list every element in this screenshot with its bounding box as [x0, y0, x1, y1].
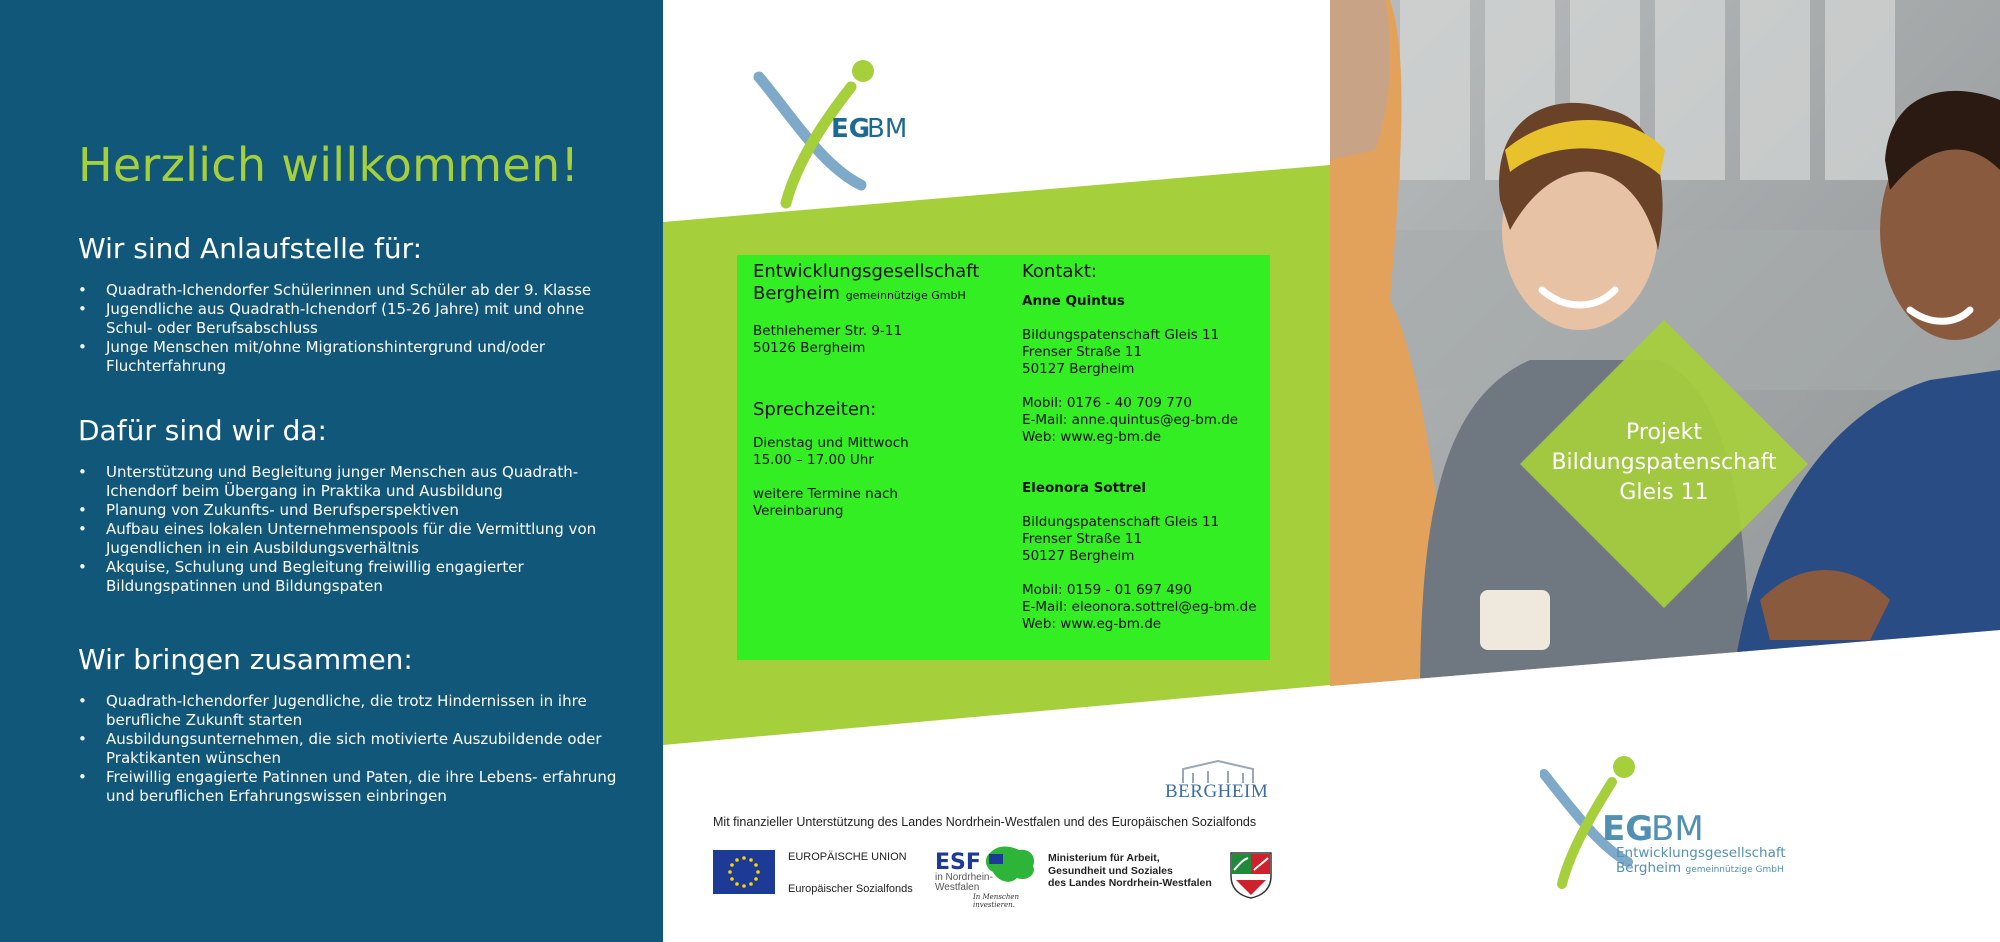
logo-text-bm: BM — [867, 114, 908, 144]
contact-org: Bildungspatenschaft Gleis 11 — [1022, 514, 1220, 530]
contact-street: Frenser Straße 11 — [1022, 531, 1143, 547]
right-panel — [1330, 0, 2000, 942]
funding-text: Mit finanzieller Unterstützung des Landes Nordrhein-Westfalen und des Europäischen Sozialfonds — [713, 815, 1257, 829]
contact-address — [1022, 327, 1262, 378]
contact-details — [1022, 395, 1262, 446]
contact-city: 50127 Bergheim — [1022, 361, 1135, 377]
org-name-line1: Entwicklungsgesellschaft — [753, 261, 980, 282]
org-name — [753, 261, 1003, 307]
list-item: • Ausbildungsunternehmen, die sich motivierte Auszubildende oder Praktikanten wünschen — [78, 730, 618, 768]
bergheim-logo-text: BERGHEIM — [1165, 781, 1269, 802]
contact-web[interactable]: Web: www.eg-bm.de — [1022, 616, 1162, 632]
contact-name: Anne Quintus — [1022, 293, 1125, 309]
eu-fund-text: Europäischer Sozialfonds — [788, 883, 913, 895]
eu-flag-icon — [713, 850, 775, 894]
more-line: weitere Termine nach — [753, 486, 898, 502]
esf-title: ESF — [935, 850, 981, 875]
logo-text-eg: EG — [1602, 809, 1654, 849]
list-item: • Aufbau eines lokalen Unternehmenspools für die Vermittlung von Jugendlichen in ein Ausbildungsverhältnis — [78, 520, 618, 558]
ministry-line: Ministerium für Arbeit, — [1048, 852, 1160, 864]
contact-mobile: Mobil: 0176 - 40 709 770 — [1022, 395, 1192, 411]
logo-org-suffix: gemeinnützige GmbH — [1685, 865, 1784, 875]
contact-mobile: Mobil: 0159 - 01 697 490 — [1022, 582, 1192, 598]
list-item: • Quadrath-Ichendorfer Schülerinnen und Schüler ab der 9. Klasse — [78, 281, 618, 300]
contact-details — [1022, 582, 1262, 633]
contact-heading: Kontakt: — [1022, 261, 1097, 282]
contact-info — [1022, 261, 1262, 633]
ministry-line: Gesundheit und Soziales — [1048, 864, 1173, 877]
org-address — [753, 323, 1003, 357]
middle-panel — [663, 0, 1330, 942]
ministry-line: des Landes Nordrhein-Westfalen — [1048, 877, 1212, 889]
bullet-list — [78, 281, 618, 376]
contact-email[interactable]: E-Mail: anne.quintus@eg-bm.de — [1022, 412, 1239, 428]
address-line: 50126 Bergheim — [753, 340, 866, 356]
hours-line: Dienstag und Mittwoch — [753, 435, 909, 451]
logo-org-line2: Bergheim — [1616, 860, 1682, 876]
section-heading: Wir sind Anlaufstelle für: — [78, 232, 423, 265]
egbm-logo-icon — [751, 55, 911, 215]
esf-sub-line: Westfalen — [935, 882, 980, 893]
more-line: Vereinbarung — [753, 503, 844, 519]
address-line: Bethlehemer Str. 9-11 — [753, 323, 903, 339]
esf-subtitle — [935, 873, 993, 893]
project-title — [1518, 418, 1810, 508]
hours-text — [753, 435, 1003, 469]
list-item: • Planung von Zukunfts- und Berufsperspektiven — [78, 501, 618, 520]
hours-line: 15.00 – 17.00 Uhr — [753, 452, 874, 468]
logo-org-name — [1616, 846, 1786, 878]
contact-city: 50127 Bergheim — [1022, 548, 1135, 564]
contact-web[interactable]: Web: www.eg-bm.de — [1022, 429, 1162, 445]
ministry-text — [1048, 852, 1212, 890]
list-item: • Junge Menschen mit/ohne Migrationshintergrund und/oder Fluchterfahrung — [78, 338, 618, 376]
project-title-line: Projekt — [1626, 420, 1702, 445]
org-info — [753, 261, 1003, 520]
list-item: • Quadrath-Ichendorfer Jugendliche, die trotz Hindernissen in ihre berufliche Zukunft starten — [78, 692, 618, 730]
list-item: • Freiwillig engagierte Patinnen und Paten, die ihre Lebens- erfahrung und beruflichen Erfahrungswissen einbringen — [78, 768, 618, 806]
project-title-line: Bildungspatenschaft — [1551, 450, 1777, 475]
section-anlaufstelle — [78, 232, 618, 376]
welcome-heading: Herzlich willkommen! — [78, 138, 580, 192]
esf-logo — [933, 842, 1043, 909]
logo-org-line1: Entwicklungsgesellschaft — [1616, 845, 1786, 861]
section-heading: Wir bringen zusammen: — [78, 643, 413, 676]
contact-org: Bildungspatenschaft Gleis 11 — [1022, 327, 1220, 343]
list-item: • Akquise, Schulung und Begleitung freiwillig engagierter Bildungspatinnen und Bildungspaten — [78, 558, 618, 596]
left-panel — [0, 0, 663, 942]
hours-heading: Sprechzeiten: — [753, 399, 877, 420]
contact-address — [1022, 514, 1262, 565]
project-title-line: Gleis 11 — [1619, 480, 1709, 505]
eu-union-text: EUROPÄISCHE UNION — [788, 851, 907, 863]
esf-slogan: In Menschen investieren. — [973, 893, 1019, 909]
list-item: • Unterstützung und Begleitung junger Menschen aus Quadrath-Ichendorf beim Übergang in Praktika und Ausbildung — [78, 463, 618, 501]
contact-entry — [1022, 480, 1262, 633]
logo-text-bm: BM — [1651, 809, 1704, 849]
nrw-coat-of-arms-icon — [1228, 850, 1274, 900]
section-zusammen — [78, 643, 618, 806]
org-name-line2: Bergheim — [753, 283, 840, 304]
more-dates-text — [753, 486, 1003, 520]
logo-text-eg: EG — [831, 114, 871, 144]
contact-name: Eleonora Sottrel — [1022, 480, 1146, 496]
bullet-list — [78, 463, 618, 596]
contact-email[interactable]: E-Mail: eleonora.sottrel@eg-bm.de — [1022, 599, 1257, 615]
org-suffix: gemeinnützige GmbH — [845, 289, 966, 302]
list-item: • Jugendliche aus Quadrath-Ichendorf (15-26 Jahre) mit und ohne Schul- oder Berufsabschluss — [78, 300, 618, 338]
contact-street: Frenser Straße 11 — [1022, 344, 1143, 360]
bullet-list — [78, 692, 618, 806]
esf-sub-line: in Nordrhein- — [935, 872, 993, 883]
bergheim-logo — [1163, 757, 1273, 803]
contact-box — [737, 255, 1270, 660]
contact-entry — [1022, 293, 1262, 446]
section-dafuer — [78, 414, 618, 596]
section-heading: Dafür sind wir da: — [78, 414, 327, 447]
